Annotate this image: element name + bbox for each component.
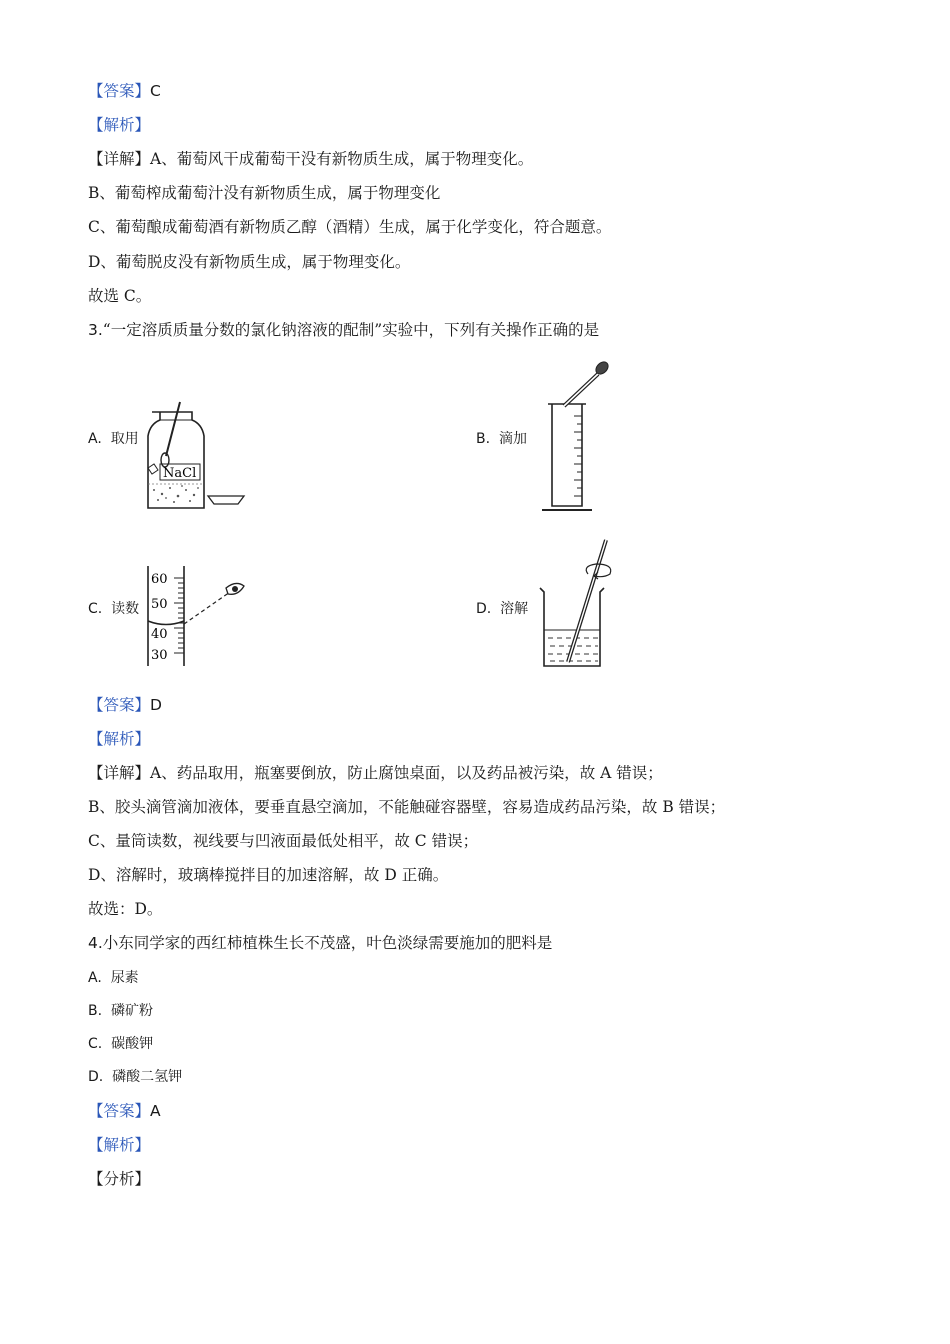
q4-number: 4. xyxy=(88,934,103,952)
answer-tag: 【答案】 xyxy=(88,1102,151,1120)
q2-answer-line xyxy=(88,81,161,101)
q4-option-a xyxy=(88,969,139,987)
option-letter: C. xyxy=(88,1036,103,1052)
option-letter: B. xyxy=(88,1003,103,1019)
q3-option-b xyxy=(476,430,527,448)
q3-analysis-tag: 【解析】 xyxy=(88,730,151,748)
q4-analysis-tag: 【解析】 xyxy=(88,1136,151,1154)
option-text: 溶解 xyxy=(500,601,529,617)
q4-answer-line xyxy=(88,1101,161,1121)
option-letter: D. xyxy=(476,601,492,617)
q3-conclusion: 故选：D。 xyxy=(88,900,163,918)
option-text: 取用 xyxy=(110,431,139,447)
q4-option-b xyxy=(88,1002,153,1020)
option-text: 尿素 xyxy=(110,970,139,986)
answer-value: D xyxy=(150,696,162,714)
option-text: 磷酸二氢钾 xyxy=(112,1069,183,1085)
q4-analysis-sub: 【分析】 xyxy=(88,1170,151,1188)
q4-stem xyxy=(88,933,552,953)
q3-option-c xyxy=(88,600,139,618)
tick-label: 30 xyxy=(151,648,168,663)
option-letter: B. xyxy=(476,431,491,447)
option-letter: A. xyxy=(88,431,102,447)
q3-stem xyxy=(88,320,599,340)
q2-option-d-explanation: D、葡萄脱皮没有新物质生成，属于物理变化。 xyxy=(88,253,411,271)
tick-label: 40 xyxy=(151,627,168,642)
q2-option-b-explanation: B、葡萄榨成葡萄汁没有新物质生成，属于物理变化 xyxy=(88,184,441,202)
q3-detail: 【详解】A、药品取用，瓶塞要倒放，防止腐蚀桌面，以及药品被污染，故 A 错误； xyxy=(88,764,663,782)
q3-answer-line xyxy=(88,695,162,715)
q3-figure-c-reading xyxy=(144,566,250,668)
option-letter: C. xyxy=(88,601,103,617)
q4-option-d xyxy=(88,1068,182,1086)
q3-option-c-explanation: C、量筒读数，视线要与凹液面最低处相平，故 C 错误； xyxy=(88,832,479,850)
q3-option-d xyxy=(476,600,528,618)
q3-option-d-explanation: D、溶解时，玻璃棒搅拌目的加速溶解，故 D 正确。 xyxy=(88,866,449,884)
q4-stem-text: 小东同学家的西红柿植株生长不茂盛，叶色淡绿需要施加的肥料是 xyxy=(102,934,553,952)
q4-option-c xyxy=(88,1035,153,1053)
answer-value: A xyxy=(150,1102,161,1120)
q2-analysis-tag: 【解析】 xyxy=(88,116,151,134)
tick-label: 60 xyxy=(151,572,168,587)
q3-stem-text: “一定溶质质量分数的氯化钠溶液的配制”实验中，下列有关操作正确的是 xyxy=(102,321,600,339)
answer-tag: 【答案】 xyxy=(88,82,151,100)
tick-label: 50 xyxy=(151,597,168,612)
answer-tag: 【答案】 xyxy=(88,696,151,714)
q3-figure-a-bottle xyxy=(140,398,250,513)
q3-figure-d-beaker xyxy=(538,536,622,670)
q3-number: 3. xyxy=(88,321,103,339)
q3-option-a xyxy=(88,430,139,448)
option-letter: D. xyxy=(88,1069,104,1085)
option-text: 读数 xyxy=(111,601,140,617)
q3-figure-b-cylinder-dropper xyxy=(540,358,615,513)
option-text: 磷矿粉 xyxy=(110,1003,153,1019)
q2-detail: 【详解】A、葡萄风干成葡萄干没有新物质生成，属于物理变化。 xyxy=(88,150,534,168)
option-text: 滴加 xyxy=(498,431,527,447)
option-text: 碳酸钾 xyxy=(111,1036,154,1052)
option-letter: A. xyxy=(88,970,102,986)
bottle-label: NaCl xyxy=(163,466,197,481)
q3-option-b-explanation: B、胶头滴管滴加液体，要垂直悬空滴加，不能触碰容器壁，容易造成药品污染，故 B 错误； xyxy=(88,798,726,816)
q2-option-c-explanation: C、葡萄酿成葡萄酒有新物质乙醇（酒精）生成，属于化学变化，符合题意。 xyxy=(88,218,612,236)
q2-conclusion: 故选 C。 xyxy=(88,287,152,305)
answer-value: C xyxy=(150,82,161,100)
